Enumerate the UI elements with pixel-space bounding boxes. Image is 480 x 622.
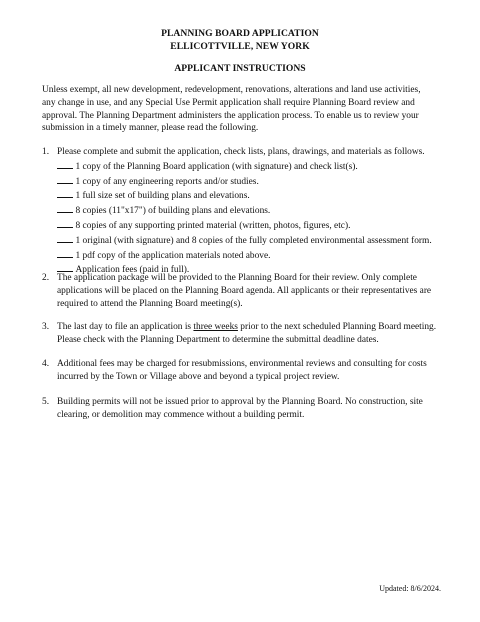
checkbox-blank[interactable] xyxy=(57,248,73,258)
checklist-item: 1 original (with signature) and 8 copies of the fully completed environmental assessment form. xyxy=(57,233,449,248)
checklist-item: 1 full size set of building plans and elevations. xyxy=(57,188,449,203)
item-line: clearing, or demolition may commence without a building permit. xyxy=(57,409,305,420)
item-line: The last day to file an application is three weeks prior to the next scheduled Planning Board meeting. xyxy=(57,322,437,332)
checkbox-blank[interactable] xyxy=(57,159,73,169)
checkbox-blank[interactable] xyxy=(57,233,73,243)
checkbox-blank[interactable] xyxy=(57,262,73,272)
item-body xyxy=(57,396,449,422)
item-line: The application package will be provided to the Planning Board for their review. Only complete xyxy=(57,273,417,283)
checklist-item: 1 pdf copy of the application materials noted above. xyxy=(57,248,449,263)
intro-line: submission in a timely manner, please read the following. xyxy=(42,123,259,134)
item-line: Please check with the Planning Department to determine the submittal deadline dates. xyxy=(57,334,379,345)
item-body xyxy=(57,321,449,347)
item-number: 4. xyxy=(42,359,50,369)
intro-line: any change in use, and any Special Use Permit application shall require Planning Board review and xyxy=(42,97,415,108)
document-header xyxy=(0,27,480,53)
item-line: incurred by the Town or Village above and beyond a typical project review. xyxy=(57,371,340,382)
item-body xyxy=(57,146,449,277)
intro-line: Unless exempt, all new development, redevelopment, renovations, alterations and land use activities, xyxy=(42,85,421,95)
item-number: 5. xyxy=(42,397,50,407)
section-heading: APPLICANT INSTRUCTIONS xyxy=(174,63,306,74)
checkbox-blank[interactable] xyxy=(57,174,73,184)
item-number: 2. xyxy=(42,273,50,283)
item-line: required to attend the Planning Board meeting(s). xyxy=(57,298,243,309)
intro-paragraph xyxy=(42,84,446,135)
checkbox-blank[interactable] xyxy=(57,203,73,213)
item-line: Building permits will not be issued prior to approval by the Planning Board. No construction, site xyxy=(57,397,423,407)
checkbox-blank[interactable] xyxy=(57,188,73,198)
item-body xyxy=(57,272,449,310)
item-line: applications will be placed on the Planning Board agenda. All applicants or their representatives are xyxy=(57,285,432,296)
header-location: ELLICOTTVILLE, NEW YORK xyxy=(170,41,310,52)
checklist-item: 8 copies (11"x17") of building plans and elevations. xyxy=(57,203,449,218)
checklist-item: 1 copy of the Planning Board application (with signature) and check list(s). xyxy=(57,159,449,174)
item-number: 1. xyxy=(42,147,50,157)
item-text: Please complete and submit the application, check lists, plans, drawings, and materials as follows. xyxy=(57,147,425,157)
item-line: Additional fees may be charged for resubmissions, environmental reviews and consulting for costs xyxy=(57,359,427,369)
checkbox-blank[interactable] xyxy=(57,218,73,228)
intro-line: approval. The Planning Department administers the application process. To enable us to review your xyxy=(42,110,419,121)
checklist-item: 8 copies of any supporting printed material (written, photos, figures, etc). xyxy=(57,218,449,233)
deadline-emphasis: three weeks xyxy=(193,322,238,332)
checklist-item: Application fees (paid in full). xyxy=(57,262,449,277)
item-body xyxy=(57,358,449,384)
updated-date: Updated: 8/6/2024. xyxy=(379,584,441,593)
checklist-item: 1 copy of any engineering reports and/or studies. xyxy=(57,174,449,189)
header-title: PLANNING BOARD APPLICATION xyxy=(161,28,319,39)
item-number: 3. xyxy=(42,322,50,332)
